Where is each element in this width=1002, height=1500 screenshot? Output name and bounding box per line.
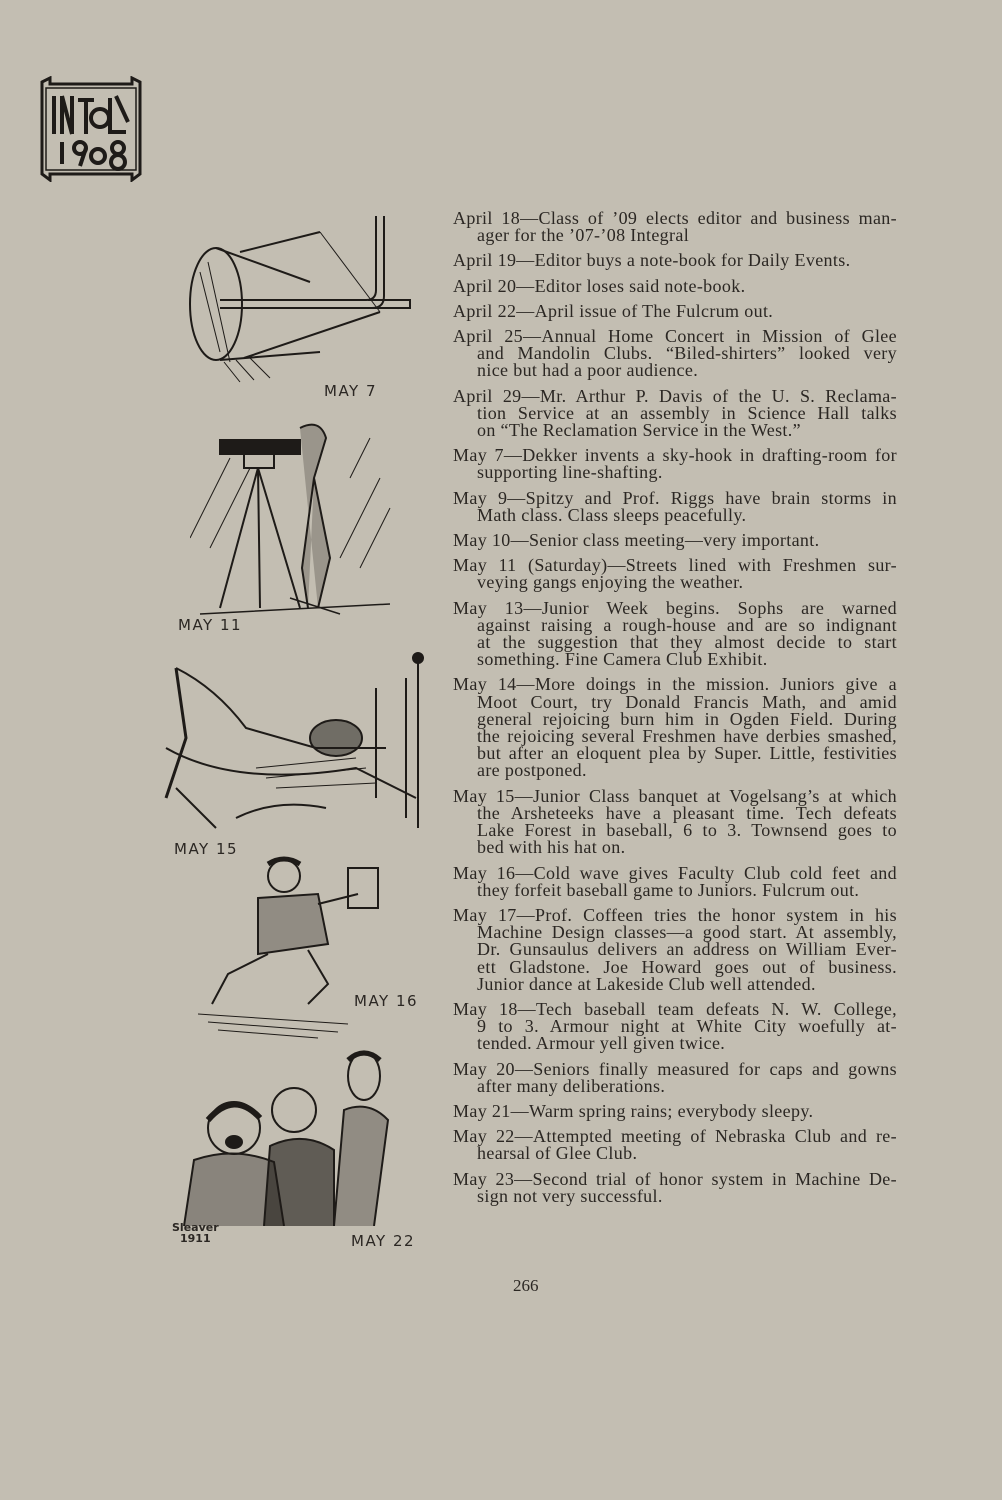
event-entry	[453, 676, 897, 779]
caption-may-7: MAY 7	[324, 382, 378, 400]
event-line: April 29—Mr. Arthur P. Davis of the U. S. Reclama-	[453, 385, 897, 406]
event-line: tended. Armour yell given twice.	[477, 1033, 726, 1054]
event-line: Moot Court, try Donald Francis Math, and amid	[477, 691, 897, 712]
event-line: April 25—Annual Home Concert in Mission of Glee	[453, 326, 897, 347]
event-entry	[453, 1168, 897, 1206]
event-line: the rejoicing several Freshmen have derbies smashed,	[477, 726, 897, 747]
illustration-surveyor	[190, 418, 402, 628]
event-entry	[453, 300, 897, 321]
illustration-bed	[156, 648, 430, 838]
event-entry	[453, 328, 897, 380]
caption-may-16: MAY 16	[354, 992, 419, 1010]
caption-may-11: MAY 11	[178, 616, 243, 634]
event-entry	[453, 597, 897, 670]
event-line: Lake Forest in baseball, 6 to 3. Townsend goes to	[477, 820, 897, 841]
daily-events-list	[453, 210, 897, 1213]
event-line: are postponed.	[477, 760, 587, 781]
event-line: Math class. Class sleeps peacefully.	[477, 504, 747, 525]
event-entry	[453, 557, 897, 591]
event-line: May 17—Prof. Coffeen tries the honor system in his	[453, 904, 897, 925]
event-line: May 20—Seniors finally measured for caps and gowns	[453, 1058, 897, 1079]
event-line: Machine Design classes—a good start. At assembly,	[477, 922, 897, 943]
event-entry	[453, 1058, 897, 1096]
illustration-singers	[174, 1050, 400, 1226]
event-entry	[453, 210, 897, 244]
caption-may-15: MAY 15	[174, 840, 239, 858]
event-entry	[453, 862, 897, 900]
event-entry	[453, 275, 897, 296]
event-line: 9 to 3. Armour night at White City woefully at-	[477, 1016, 897, 1037]
event-line: tion Service at an assembly in Science Hall talks	[477, 402, 897, 423]
event-line: after many deliberations.	[477, 1075, 666, 1096]
event-line: Dr. Gunsaulus delivers an address on William Ever-	[477, 939, 897, 960]
event-line: May 23—Second trial of honor system in Machine De-	[453, 1168, 897, 1189]
event-line: general rejoicing burn him in Ogden Field. During	[477, 708, 897, 729]
event-entry	[453, 904, 897, 994]
event-line: hearsal of Glee Club.	[477, 1143, 638, 1164]
illustration-running-student	[198, 854, 388, 1040]
event-line: something. Fine Camera Club Exhibit.	[477, 649, 768, 670]
event-line: April 22—April issue of The Fulcrum out.	[453, 300, 774, 321]
event-line: at the suggestion that they almost decide to start	[477, 632, 897, 653]
event-entry	[453, 252, 897, 269]
integral-1908-logo	[36, 76, 146, 182]
event-line: on “The Reclamation Service in the West.”	[477, 420, 801, 441]
event-line: sign not very successful.	[477, 1185, 663, 1206]
event-line: nice but had a poor audience.	[477, 360, 699, 381]
event-line: veying gangs enjoying the weather.	[477, 572, 744, 593]
event-line: the Arsheteeks have a pleasant time. Tech defeats	[477, 802, 897, 823]
event-line: May 15—Junior Class banquet at Vogelsang’s at which	[453, 785, 897, 806]
event-entry	[453, 487, 897, 525]
event-line: they forfeit baseball game to Juniors. Fulcrum out.	[477, 879, 860, 900]
event-line: May 22—Attempted meeting of Nebraska Club and re-	[453, 1126, 897, 1147]
event-line: May 7—Dekker invents a sky-hook in drafting-room for	[453, 445, 897, 466]
event-line: May 18—Tech baseball team defeats N. W. College,	[453, 998, 897, 1019]
event-line: May 16—Cold wave gives Faculty Club cold feet and	[453, 862, 897, 883]
event-entry	[453, 447, 897, 481]
event-entry	[453, 785, 897, 858]
event-line: April 18—Class of ’09 elects editor and business man-	[453, 208, 897, 228]
event-line: May 21—Warm spring rains; everybody sleepy.	[453, 1100, 814, 1121]
event-line: April 20—Editor loses said note-book.	[453, 275, 746, 296]
event-line: May 10—Senior class meeting—very important.	[453, 530, 820, 551]
caption-may-22: MAY 22	[351, 1232, 416, 1250]
event-entry	[453, 532, 897, 549]
event-line: May 11 (Saturday)—Streets lined with Freshmen sur-	[453, 555, 897, 576]
event-entry	[453, 998, 897, 1054]
event-line: and Mandolin Clubs. “Biled-shirters” looked very	[477, 343, 897, 364]
event-line: ager for the ’07-’08 Integral	[477, 225, 690, 246]
event-line: supporting line-shafting.	[477, 462, 663, 483]
page-number: 266	[513, 1276, 539, 1295]
signature-year: 1911	[180, 1232, 211, 1245]
event-entry	[453, 1128, 897, 1162]
event-line: May 13—Junior Week begins. Sophs are warned	[453, 597, 897, 618]
event-line: May 9—Spitzy and Prof. Riggs have brain storms in	[453, 487, 897, 508]
event-line: May 14—More doings in the mission. Juniors give a	[453, 674, 897, 695]
event-line: April 19—Editor buys a note-book for Daily Events.	[453, 250, 851, 271]
event-line: against raising a rough-house and are so indignant	[477, 614, 897, 635]
event-line: bed with his hat on.	[477, 837, 626, 858]
artist-signature	[172, 1222, 219, 1244]
event-line: but after an eloquent plea by Super. Little, festivities	[477, 743, 897, 764]
illustration-sky-hook	[180, 212, 412, 384]
signature-name: Sleaver	[172, 1221, 219, 1234]
event-entry	[453, 385, 897, 441]
event-entry	[453, 1100, 897, 1121]
event-line: Junior dance at Lakeside Club well attended.	[477, 973, 816, 994]
event-line: ett Gladstone. Joe Howard goes out of business.	[477, 956, 897, 977]
